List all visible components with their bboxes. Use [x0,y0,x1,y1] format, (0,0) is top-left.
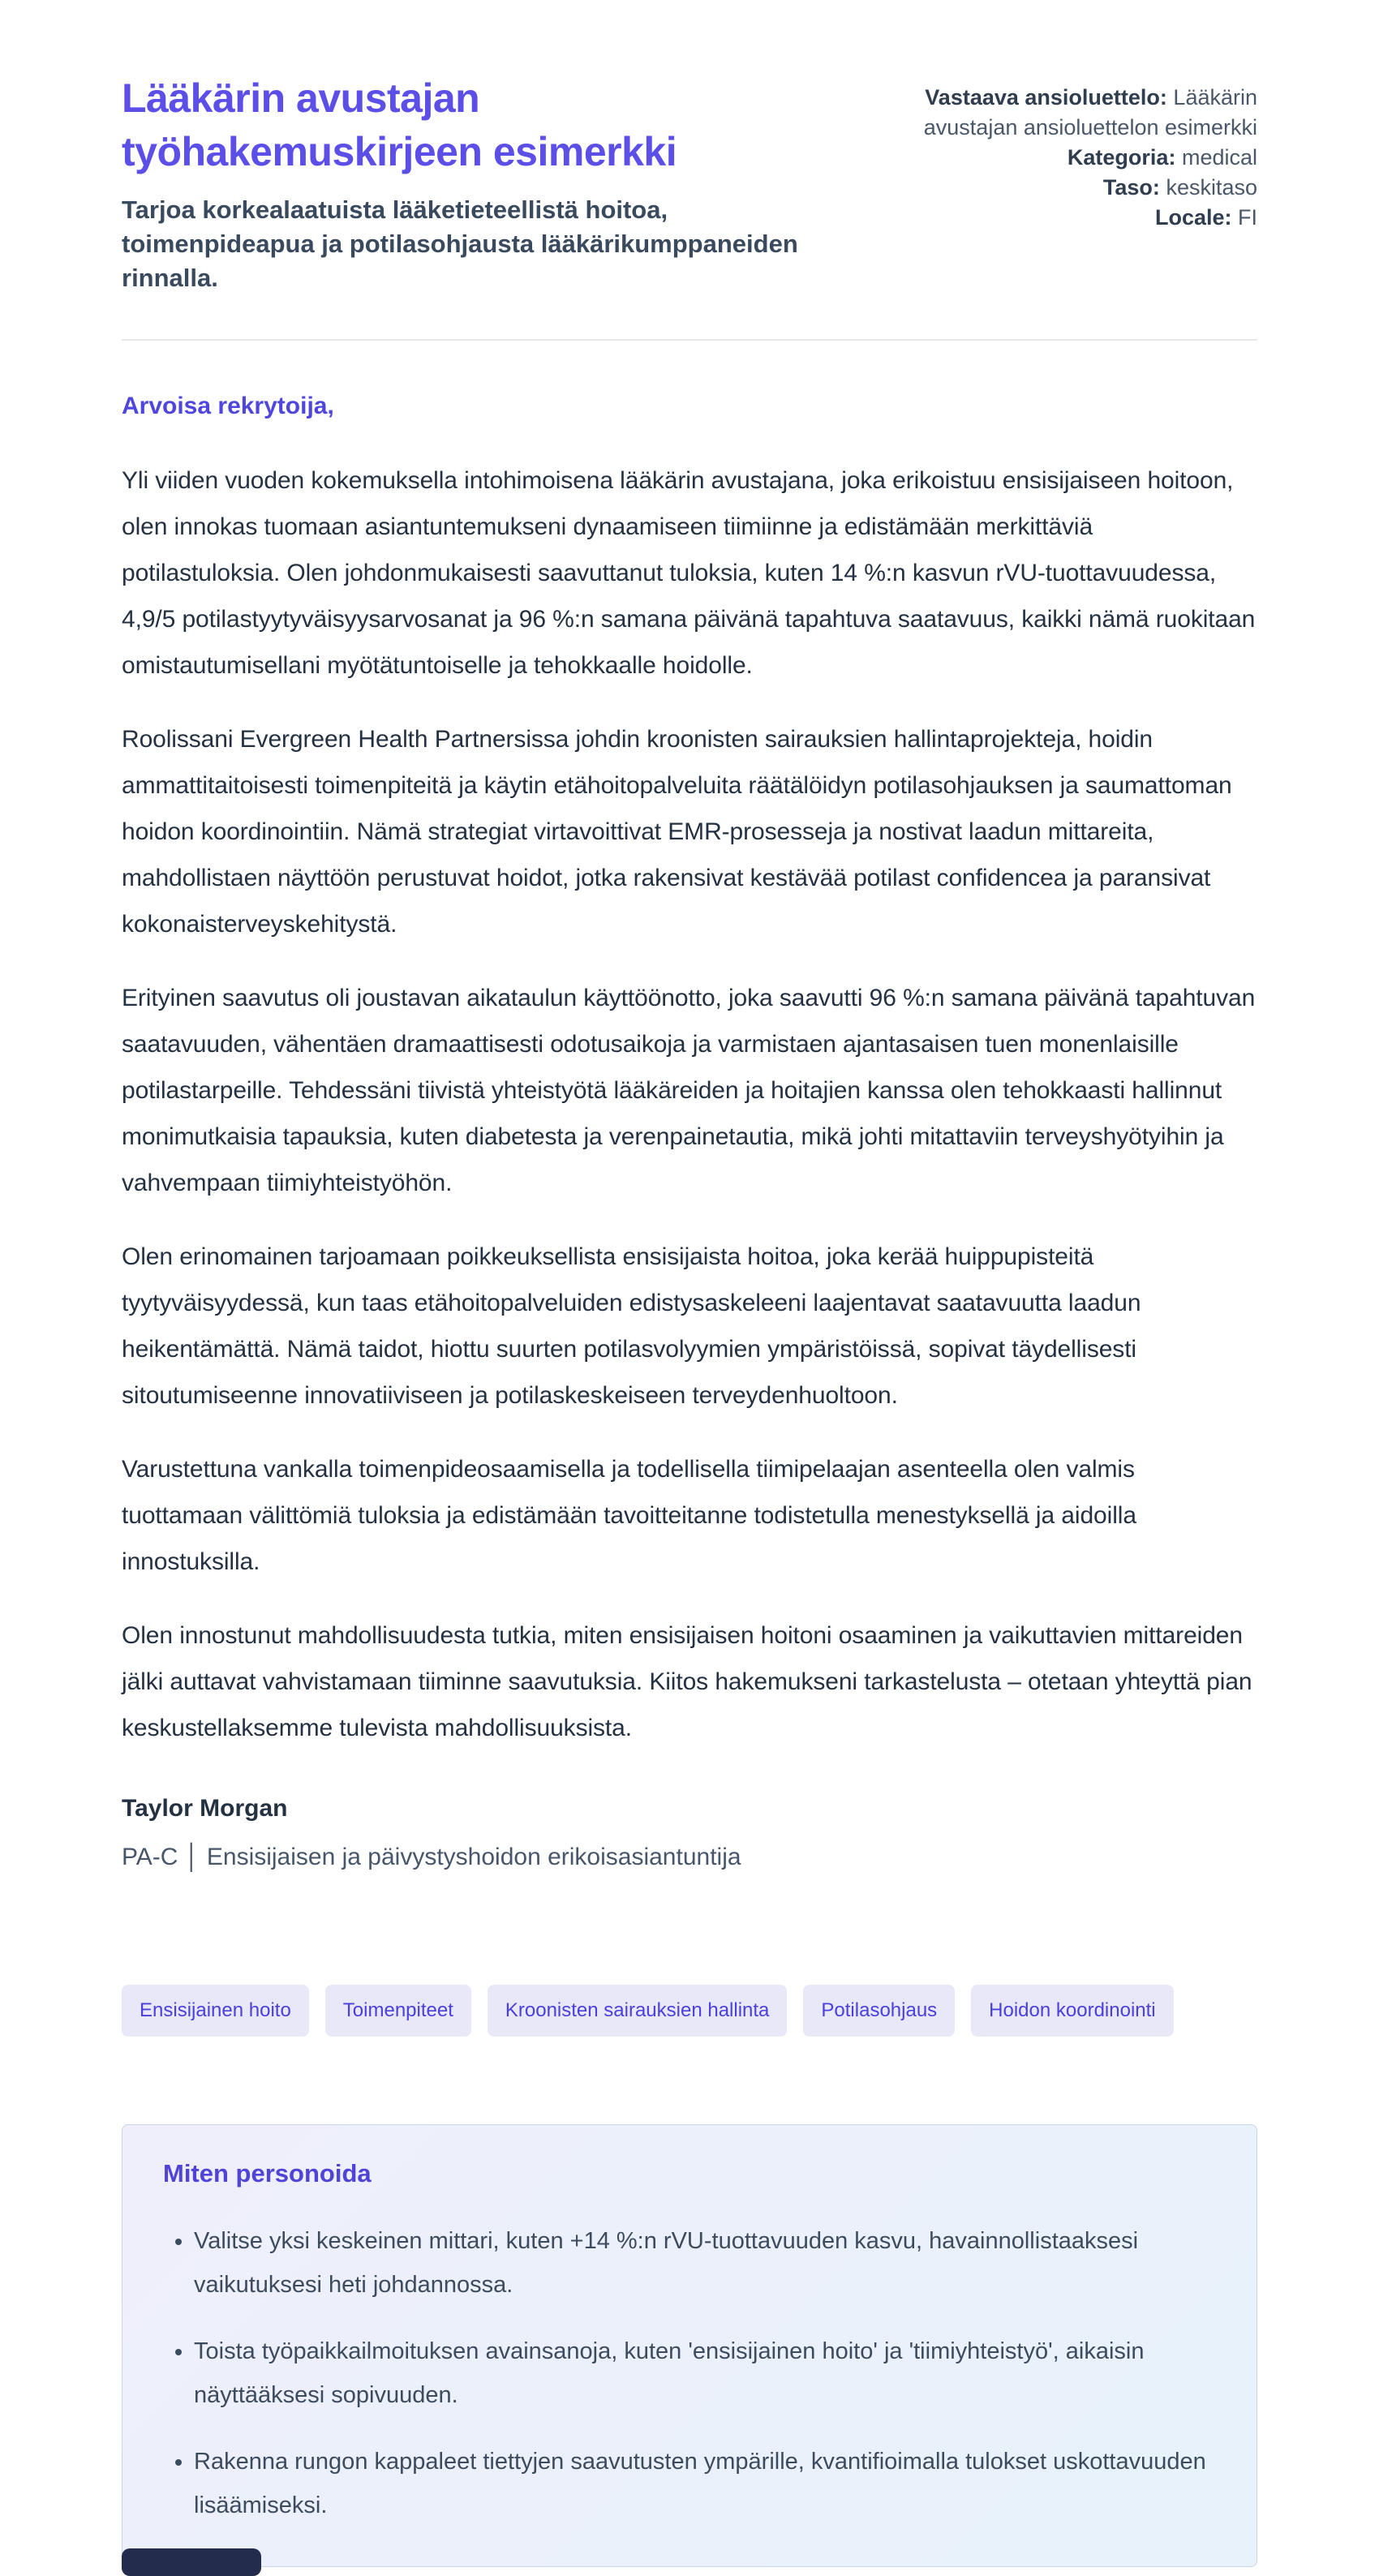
tag-chronic-disease-management[interactable]: Kroonisten sairauksien hallinta [488,1985,788,2037]
signature-role: PA-C │ Ensisijaisen ja päivystyshoidon erikoisasiantuntija [122,1844,741,1870]
letter-paragraph: Varustettuna vankalla toimenpideosaamisella ja todellisella tiimipelaajan asenteella olen valmis tuottamaan välittömiä tuloksia ja edistämään tavoitteitanne todistetulla menestyksellä ja aidoilla innostuksilla. [122,1456,1136,1575]
cover-letter [122,393,1257,1871]
keyword-tags [122,1985,1257,2037]
meta-label: Taso: [1102,175,1160,200]
letter-body [122,457,1257,1751]
letter-greeting: Arvoisa rekrytoija, [122,393,334,419]
divider [122,339,1257,341]
callout-bullet: • Valitse yksi keskeinen mittari, kuten +14 %:n rVU-tuottavuuden kasvu, havainnollistaaksesi vaikutuksesi heti johdannossa. [194,2219,1216,2307]
meta-item-level [876,173,1257,203]
letter-paragraph: Roolissani Evergreen Health Partnersissa johdin kroonisten sairauksien hallintaprojekteja, hoidin ammattitaitoisesti toimenpiteitä ja käytin etähoitopalveluita räätälöidyn potilasohjauksen ja saumattoman hoidon koordinointiin. Nämä strategiat virtavoittivat EMR-prosesseja ja nostivat laadun mittareita, mahdollistaen näyttöön perustuvat hoidot, jotka rakensivat kestävää potilast confidencea ja paransivat kokonaisterveyskehitystä. [122,726,1232,938]
meta-value: Lääkärin avustajan ansioluettelon esimerkki [923,85,1257,140]
callout-bullet: • Rakenna rungon kappaleet tiettyjen saavutusten ympärille, kvantifioimalla tulokset uskottavuuden lisäämiseksi. [194,2440,1216,2527]
letter-paragraph: Erityinen saavutus oli joustavan aikataulun käyttöönotto, joka saavutti 96 %:n samana päivänä tapahtuvan saatavuuden, vähentäen dramaattisesti odotusaikoja ja varmistaen ajantasaisen tuen monenlaisille potilastarpeille. Tehdessäni tiivistä yhteistyötä lääkäreiden ja hoitajien kanssa olen tehokkaasti hallinnut monimutkaisia tapauksia, kuten diabetesta ja verenpainetautia, mikä johti mitattaviin terveyshyötyihin ja vahvempaan tiimiyhteistyöhön. [122,985,1256,1196]
primary-cta-button-partial[interactable] [122,2548,261,2576]
page-subtitle: Tarjoa korkealaatuista lääketieteellistä hoitoa, toimenpideapua ja potilasohjausta lääkärikumppaneiden rinnalla. [122,195,798,292]
callout-bullet-list [163,2219,1216,2527]
tag-procedures[interactable]: Toimenpiteet [325,1985,471,2037]
meta-item-matching-resume [876,83,1257,143]
header [122,71,1257,295]
header-left [122,71,819,295]
meta-label: Kategoria: [1067,145,1176,170]
page-title: Lääkärin avustajan työhakemuskirjeen esimerkki [122,75,677,174]
meta-panel [876,71,1257,233]
letter-paragraph: Olen innostunut mahdollisuudesta tutkia, miten ensisijaisen hoitoni osaaminen ja vaikuttavien mittareiden jälki auttavat vahvistamaan tiiminne saavutuksia. Kiitos hakemukseni tarkastelusta – otetaan yhteyttä pian keskustellaksemme tulevista mahdollisuuksista. [122,1622,1252,1741]
letter-paragraph: Olen erinomainen tarjoamaan poikkeuksellista ensisijaista hoitoa, joka kerää huippupisteitä tyytyväisyydessä, kun taas etähoitopalveluiden edistysaskeleeni laajentavat saatavuutta laadun heikentämättä. Nämä taidot, hiottu suurten potilasvolyymien ympäristöissä, sopivat täydellisesti sitoutumiseenne innovatiiviseen ja potilaskeskeiseen terveydenhuoltoon. [122,1243,1141,1409]
tag-care-coordination[interactable]: Hoidon koordinointi [971,1985,1173,2037]
meta-label: Vastaava ansioluettelo: [925,85,1167,109]
signature-name: Taylor Morgan [122,1795,288,1822]
letter-paragraph: Yli viiden vuoden kokemuksella intohimoisena lääkärin avustajana, joka erikoistuu ensisijaiseen hoitoon, olen innokas tuomaan asiantuntemukseni dynaamiseen tiimiinne ja edistämään merkittäviä potilastuloksia. Olen johdonmukaisesti saavuttanut tuloksia, kuten 14 %:n kasvun rVU-tuottavuudessa, 4,9/5 potilastyytyväisyysarvosanat ja 96 %:n samana päivänä tapahtuva saatavuus, kaikki nämä ruokitaan omistautumisellani myötätuntoiselle ja tehokkaalle hoidolle. [122,467,1256,679]
tag-patient-education[interactable]: Potilasohjaus [803,1985,955,2037]
callout-title: Miten personoida [163,2159,372,2187]
tag-primary-care[interactable]: Ensisijainen hoito [122,1985,309,2037]
page-container [122,0,1257,2567]
callout-bullet: • Toista työpaikkailmoituksen avainsanoja, kuten 'ensisijainen hoito' ja 'tiimiyhteistyö', aikaisin näyttääksesi sopivuuden. [194,2329,1216,2417]
meta-label: Locale: [1154,205,1232,230]
meta-value: keskitaso [1166,175,1257,200]
meta-value: FI [1238,205,1257,230]
meta-item-category [876,143,1257,173]
personalization-callout [122,2124,1257,2567]
meta-item-locale [876,203,1257,233]
meta-value: medical [1181,145,1257,170]
